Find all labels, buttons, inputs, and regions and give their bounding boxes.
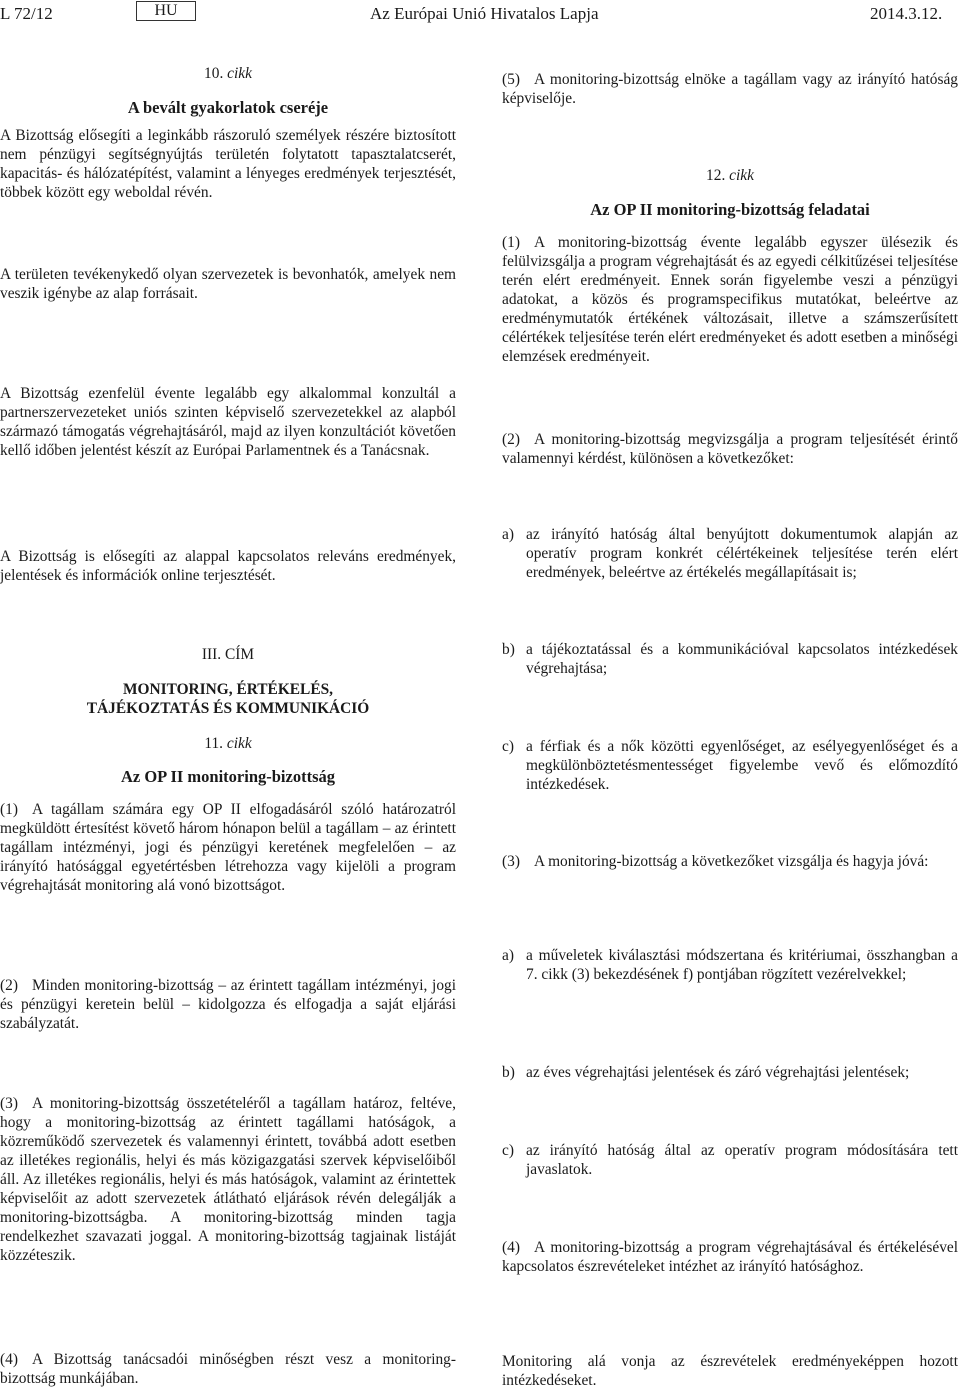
language-code-box: HU bbox=[136, 1, 196, 21]
paragraph-12-2: (2) A monitoring-bizottság megvizsgálja a program teljesítését érintő valamennyi kérdést, különösen a következőket: bbox=[502, 431, 958, 467]
paragraph: A Bizottság elősegíti a leginkább rászoruló személyek részére biztosított nem pénzügyi segítségnyújtás területén folytatott tapasztalatcserét, kapacitás- és hálózatépítést, valamint a lényeges eredmények terjesztését, többek között egy weboldal révén. bbox=[0, 127, 456, 201]
paragraph-11-2: (2) Minden monitoring-bizottság – az érintett tagállam intézményi, jogi és pénzügyi keretein belül – kidolgozza és elfogadja a saját eljárási szabályzatát. bbox=[0, 977, 456, 1032]
article-12-heading: 12. cikk bbox=[706, 167, 754, 184]
article-11-heading: 11. cikk bbox=[204, 735, 252, 752]
paragraph-11-3: (3) A monitoring-bizottság összetételéről a tagállam határoz, feltéve, hogy a monitoring-bizottság az érintett tagállami hatóságok, a közreműködő szervezetek és valamennyi érintett, továbbá adott esetben az illetékes regionális, helyi és más közigazgatási szervek képviselőiből áll. Az illetékes regionális, helyi és más hatóságok, valamint az érintettek képviselőit az adott szervezetek átlátható eljárások révén delegálják a monitoring-bizottságba. A monitoring-bizottság minden tagja rendelkezhet szavazati joggal. A monitoring-bizottság tagjainak listáját közzéteszik. bbox=[0, 1095, 456, 1264]
paragraph: A Bizottság is elősegíti az alappal kapcsolatos releváns eredmények, jelentések és információk online terjesztését. bbox=[0, 548, 456, 584]
list-item-12-2-b: b) a tájékoztatással és a kommunikációval kapcsolatos intézkedések végrehajtása; bbox=[502, 641, 958, 677]
list-item-12-2-c: c) a férfiak és a nők közötti egyenlőséget, az esélyegyenlőséget és a megkülönböztetésmentességet figyelembe vevő és előmozdító intézkedések. bbox=[502, 738, 958, 793]
paragraph: A Bizottság ezenfelül évente legalább egy alkalommal konzultál a partnerszervezeteket uniós szinten képviselő szervezetekkel az alapból származó támogatás végrehajtásáról, majd az ilyen konzultációt követően kellő időben jelentést készít az Európai Parlamentnek és a Tanácsnak. bbox=[0, 385, 456, 459]
paragraph-12-1: (1) A monitoring-bizottság évente legalább egyszer ülésezik és felülvizsgálja a program végrehajtását és az egyedi célkitűzései teljesítése terén elért eredményeit. Ennek során figyelembe veszi a pénzügyi adatokat, a közös és programspecifikus mutatókat, beleértve az eredménymutatók értékének változásait, illetve a számszerűsített célértékek teljesítése terén elért eredményeket és adott esetben a minőségi elemzések eredményeit. bbox=[502, 234, 958, 365]
page-header bbox=[0, 0, 960, 28]
paragraph-11-5: (5) A monitoring-bizottság elnöke a tagállam vagy az irányító hatóság képviselője. bbox=[502, 71, 958, 107]
paragraph-12-4-continued: Monitoring alá vonja az észrevételek eredményeképpen hozott intézkedéseket. bbox=[502, 1353, 958, 1389]
paragraph-12-3: (3) A monitoring-bizottság a következőket vizsgálja és hagyja jóvá: bbox=[502, 853, 929, 870]
article-10-title: A bevált gyakorlatok cseréje bbox=[127, 98, 329, 117]
paragraph-11-1: (1) A tagállam számára egy OP II elfogadásáról szóló határozatról megküldött értesítést követő három hónapon belül a tagállam – az érintett tagállam intézményi, jogi és pénzügyi keretének megfelelően – az irányító hatósággal egyetértésben létrehozza vagy kijelöli a program végrehajtását monitoring alá vonó bizottságot. bbox=[0, 801, 456, 894]
title-3-heading: MONITORING, ÉRTÉKELÉS, TÁJÉKOZTATÁS ÉS KOMMUNIKÁCIÓ bbox=[86, 681, 370, 717]
page-reference: L 72/12 bbox=[0, 4, 53, 23]
paragraph-11-4: (4) A Bizottság tanácsadói minőségben részt vesz a monitoring-bizottság munkájában. bbox=[0, 1351, 456, 1387]
list-item-12-2-a: a) az irányító hatóság által benyújtott dokumentumok alapján az operatív program konkrét célértékeinek teljesítése terén elért eredmények, beleértve az értékelés megállapításait is; bbox=[502, 526, 958, 581]
paragraph: A területen tevékenykedő olyan szervezetek is bevonhatók, amelyek nem veszik igénybe az alap forrásait. bbox=[0, 266, 456, 302]
list-item-12-3-b: b) az éves végrehajtási jelentések és záró végrehajtási jelentések; bbox=[502, 1064, 910, 1081]
list-item-12-3-a: a) a műveletek kiválasztási módszertana és kritériumai, összhangban a 7. cikk (3) bekezdésének f) pontjában rögzített vezérelvekkel; bbox=[502, 947, 958, 983]
list-item-12-3-c: c) az irányító hatóság által az operatív program módosítására tett javaslatok. bbox=[502, 1142, 958, 1178]
title-3-label: III. CÍM bbox=[201, 646, 255, 663]
article-12-title: Az OP II monitoring-bizottság feladatai bbox=[590, 200, 870, 219]
publication-date: 2014.3.12. bbox=[870, 4, 943, 23]
paragraph-12-4: (4) A monitoring-bizottság a program végrehajtásával és értékelésével kapcsolatos észrevételeket intézhet az irányító hatósághoz. bbox=[502, 1239, 958, 1275]
journal-title: Az Európai Unió Hivatalos Lapja bbox=[370, 4, 599, 23]
article-10-heading: 10. cikk bbox=[204, 65, 252, 82]
article-11-title: Az OP II monitoring-bizottság bbox=[120, 767, 336, 786]
